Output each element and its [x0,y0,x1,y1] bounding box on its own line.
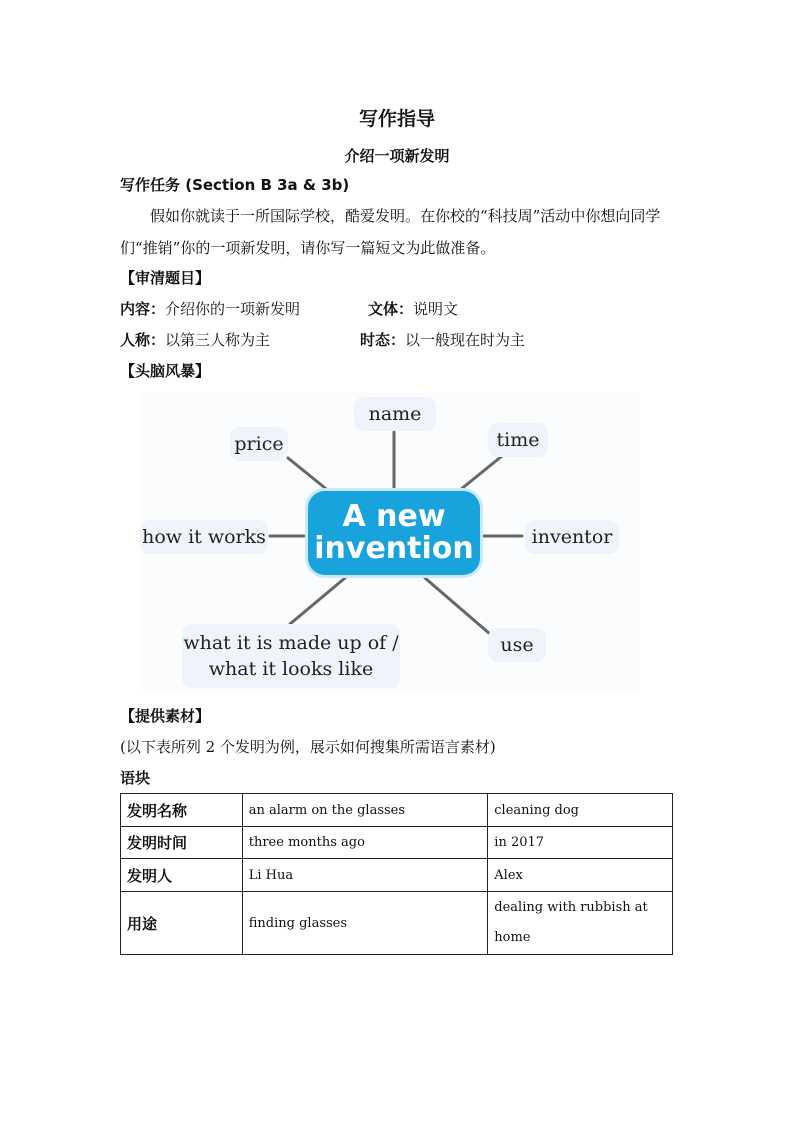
center-line2: invention [314,531,474,566]
person-label: 人称： [120,331,166,349]
table-cell: 发明人 [121,859,243,892]
node-use: use [488,628,546,662]
materials-table [120,793,673,955]
table-cell: dealing with rubbish at home [488,892,673,955]
table-cell: Alex [488,859,673,892]
chunk-label: 语块 [120,769,151,787]
table-cell: 发明时间 [121,827,243,859]
center-line1: A new [342,499,446,534]
table-row [121,859,673,892]
person-value: 以第三人称为主 [165,331,271,349]
node-made-line2: what it looks like [208,658,374,680]
table-row [121,794,673,827]
tense-label: 时态： [360,331,406,349]
connector-price [288,458,330,492]
style-value: 说明文 [413,300,459,318]
connector-use [425,578,490,634]
materials-heading: 【提供素材】 [120,707,211,725]
table-cell: 用途 [121,892,243,955]
node-made-up-of [182,624,400,688]
node-price: price [230,427,288,461]
center-node [305,488,483,578]
table-cell: 发明名称 [121,794,243,827]
table-cell: Li Hua [242,859,488,892]
connector-time [460,456,502,490]
task-label: 写作任务 (Section B 3a & 3b) [120,176,350,194]
table-cell: cleaning dog [488,794,673,827]
table-row [121,892,673,955]
node-name: name [354,397,436,431]
table-row [121,827,673,859]
style-label: 文体： [368,300,414,318]
content-label: 内容： [120,300,166,318]
connector-made [290,578,345,624]
node-made-line1: what it is made up of / [183,632,399,654]
node-time: time [488,423,548,457]
task-paragraph: 假如你就读于一所国际学校，酷爱发明。在你校的“科技周”活动中你想向同学们“推销”你的一项新发明，请你写一篇短文为此做准备。 [120,207,661,257]
materials-note: (以下表所列 2 个发明为例，展示如何搜集所需语言素材) [120,738,496,756]
tense-value: 以一般现在时为主 [405,331,526,349]
analysis-heading: 【审清题目】 [120,269,211,287]
node-inventor: inventor [525,520,619,554]
node-how-it-works: how it works [140,520,268,554]
page-title: 写作指导 [358,108,435,130]
content-value: 介绍你的一项新发明 [165,300,301,318]
table-cell: an alarm on the glasses [242,794,488,827]
page-subtitle: 介绍一项新发明 [344,147,450,165]
table-cell: three months ago [242,827,488,859]
table-cell: finding glasses [242,892,488,955]
brainstorm-heading: 【头脑风暴】 [120,362,211,380]
table-cell: in 2017 [488,827,673,859]
